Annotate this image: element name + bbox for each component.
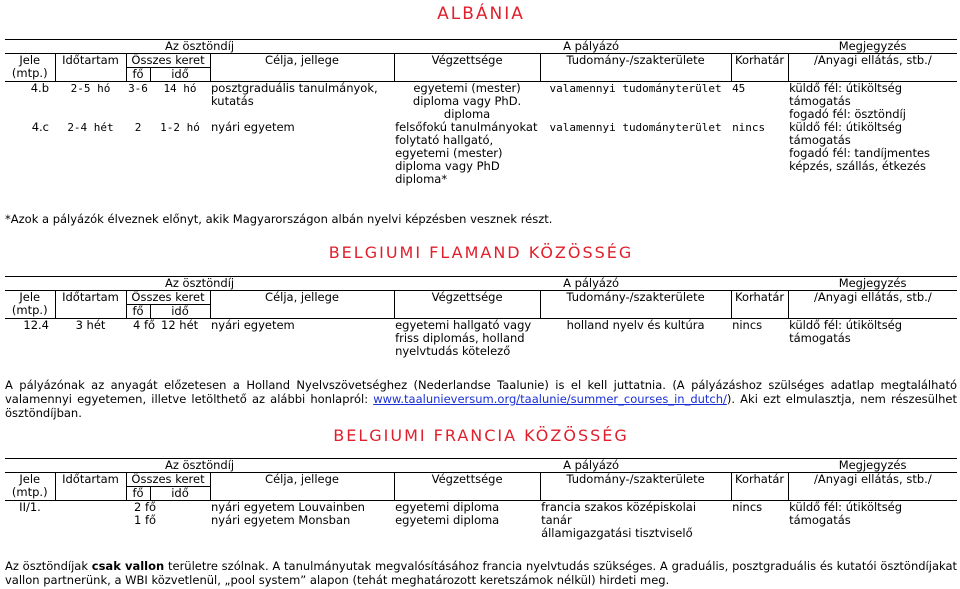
header-duration: Időtartam xyxy=(55,473,126,501)
header-total-quota: Összes keret xyxy=(126,473,210,487)
cell-purpose: nyári egyetem Louvainben nyári egyetem Monsban xyxy=(211,500,365,527)
albania-table xyxy=(5,39,957,186)
header-field: Tudomány-/szakterülete xyxy=(540,473,731,501)
header-jele: Jele (mtp.) xyxy=(5,291,55,319)
header-persons: fő xyxy=(126,68,150,82)
header-applicant: A pályázó xyxy=(394,459,788,473)
cell-duration: 3 hét xyxy=(75,318,106,332)
cell-duration xyxy=(55,501,126,541)
header-notes: Megjegyzés xyxy=(788,277,957,291)
header-total-quota: Összes keret xyxy=(126,291,210,305)
table-row xyxy=(5,121,957,186)
cell-field: francia szakos középiskolai tanár államigazgatási tisztviselő xyxy=(541,500,697,540)
header-persons: fő xyxy=(126,305,150,319)
header-applicant: A pályázó xyxy=(394,40,788,54)
cell-id: 4.c xyxy=(31,120,49,134)
cell-purpose: posztgraduális tanulmányok, kutatás xyxy=(211,81,378,108)
cell-id: 12.4 xyxy=(23,318,49,332)
header-duration: Időtartam xyxy=(55,291,126,319)
header-material: /Anyagi ellátás, stb./ xyxy=(788,291,957,319)
header-jele: Jele (mtp.) xyxy=(5,54,55,82)
header-field: Tudomány-/szakterülete xyxy=(540,291,731,319)
header-qualification: Végzettsége xyxy=(394,54,540,82)
cell-qualification: egyetemi diploma egyetemi diploma xyxy=(395,500,500,527)
cell-id: II/1. xyxy=(19,500,41,514)
cell-time: 1-2 hó xyxy=(160,121,200,134)
cell-persons: 2 xyxy=(134,121,142,134)
cell-purpose: nyári egyetem xyxy=(211,318,295,332)
table-row xyxy=(5,319,957,359)
cell-notes: küldő fél: útiköltség támogatás fogadó fél: tandíjmentes képzés, szállás, étkezés xyxy=(789,120,931,173)
cell-duration: 2-4 hét xyxy=(67,121,114,134)
flemish-paragraph: A pályázónak az anyagát előzetesen a Holland Nyelvszövetséghez (Nederlandse Taalunie) is el kell juttatnia. (A pályázáshoz szülséges adatlap megtalálható valamennyi egyetemen, illetve letölthető az alábbi honlapról: www.taalunieversum.org/taalunie/summer_courses_in_dutch/). Aki ezt elmulasztja, nem részesülhet ösztöndíjban. xyxy=(5,378,957,420)
cell-age: nincs xyxy=(732,500,763,514)
cell-persons: 2 fő 1 fő xyxy=(134,500,157,527)
header-time: idő xyxy=(150,68,210,82)
header-material: /Anyagi ellátás, stb./ xyxy=(788,54,957,82)
cell-duration: 2-5 hó xyxy=(70,82,111,95)
header-applicant: A pályázó xyxy=(394,277,788,291)
cell-id: 4.b xyxy=(30,81,49,95)
header-purpose: Célja, jellege xyxy=(210,54,394,82)
cell-persons: 3-6 xyxy=(128,82,148,95)
cell-field: valamennyi tudományterület xyxy=(549,121,722,134)
cell-time: 14 hó xyxy=(163,82,197,95)
table-header-row xyxy=(5,291,957,305)
flemish-table xyxy=(5,276,957,358)
header-persons: fő xyxy=(126,487,150,501)
cell-age: nincs xyxy=(732,121,766,134)
french-table xyxy=(5,458,957,540)
cell-notes: küldő fél: útiköltség támogatás xyxy=(789,318,903,345)
cell-field: holland nyelv és kultúra xyxy=(566,318,705,332)
header-qualification: Végzettsége xyxy=(394,291,540,319)
header-qualification: Végzettsége xyxy=(394,473,540,501)
table-header-row xyxy=(5,40,957,54)
header-notes: Megjegyzés xyxy=(788,459,957,473)
header-notes: Megjegyzés xyxy=(788,40,957,54)
cell-age: 45 xyxy=(732,82,746,95)
header-grant: Az ösztöndíj xyxy=(5,277,394,291)
table-header-row xyxy=(5,277,957,291)
header-age-limit: Korhatár xyxy=(731,54,788,82)
cell-persons-time: 4 fő 12 hét xyxy=(132,318,199,332)
french-paragraph: Az ösztöndíjak csak vallon területre szólnak. A tanulmányutak megvalósításához francia nyelvtudás szükséges. A graduális, posztgraduális és kutatói ösztöndíjakat vallon partnerünk, a WBI közvetlenül, „pool system” alapon (tehát meghatározott keretszámok nélkül) hirdeti meg. xyxy=(5,559,957,587)
cell-purpose: nyári egyetem xyxy=(211,120,295,134)
cell-notes: küldő fél: útiköltség támogatás fogadó fél: ösztöndíj xyxy=(789,81,906,121)
header-time: idő xyxy=(150,487,210,501)
header-purpose: Célja, jellege xyxy=(210,473,394,501)
albania-footnote: *Azok a pályázók élveznek előnyt, akik Magyarországon albán nyelvi képzésben vesznek részt. xyxy=(5,212,553,226)
section-title-flemish: BELGIUMI FLAMAND KÖZÖSSÉG xyxy=(328,243,634,262)
header-jele: Jele (mtp.) xyxy=(5,473,55,501)
header-duration: Időtartam xyxy=(55,54,126,82)
taalunie-link[interactable]: www.taalunieversum.org/taalunie/summer_courses_in_dutch/ xyxy=(373,392,727,406)
header-age-limit: Korhatár xyxy=(731,473,788,501)
header-time: idő xyxy=(150,305,210,319)
section-title-french: BELGIUMI FRANCIA KÖZÖSSÉG xyxy=(333,426,629,445)
header-field: Tudomány-/szakterülete xyxy=(540,54,731,82)
cell-field: valamennyi tudományterület xyxy=(549,82,722,95)
header-grant: Az ösztöndíj xyxy=(5,40,394,54)
cell-qualification: egyetemi (mester) diploma vagy PhD. diploma xyxy=(412,81,522,121)
cell-qualification: felsőfokú tanulmányokat folytató hallgató, egyetemi (mester) diploma vagy PhD diploma* xyxy=(395,120,538,186)
cell-qualification: egyetemi hallgató vagy friss diplomás, holland nyelvtudás kötelező xyxy=(395,318,532,358)
table-row xyxy=(5,82,957,122)
header-purpose: Célja, jellege xyxy=(210,291,394,319)
cell-age: nincs xyxy=(732,318,763,332)
table-header-row xyxy=(5,459,957,473)
cell-notes: küldő fél: útiköltség támogatás xyxy=(789,500,903,527)
header-material: /Anyagi ellátás, stb./ xyxy=(788,473,957,501)
table-header-row xyxy=(5,473,957,487)
header-total-quota: Összes keret xyxy=(126,54,210,68)
section-title-albania: ALBÁNIA xyxy=(437,4,525,24)
table-header-row xyxy=(5,54,957,68)
header-age-limit: Korhatár xyxy=(731,291,788,319)
header-grant: Az ösztöndíj xyxy=(5,459,394,473)
table-row xyxy=(5,501,957,541)
